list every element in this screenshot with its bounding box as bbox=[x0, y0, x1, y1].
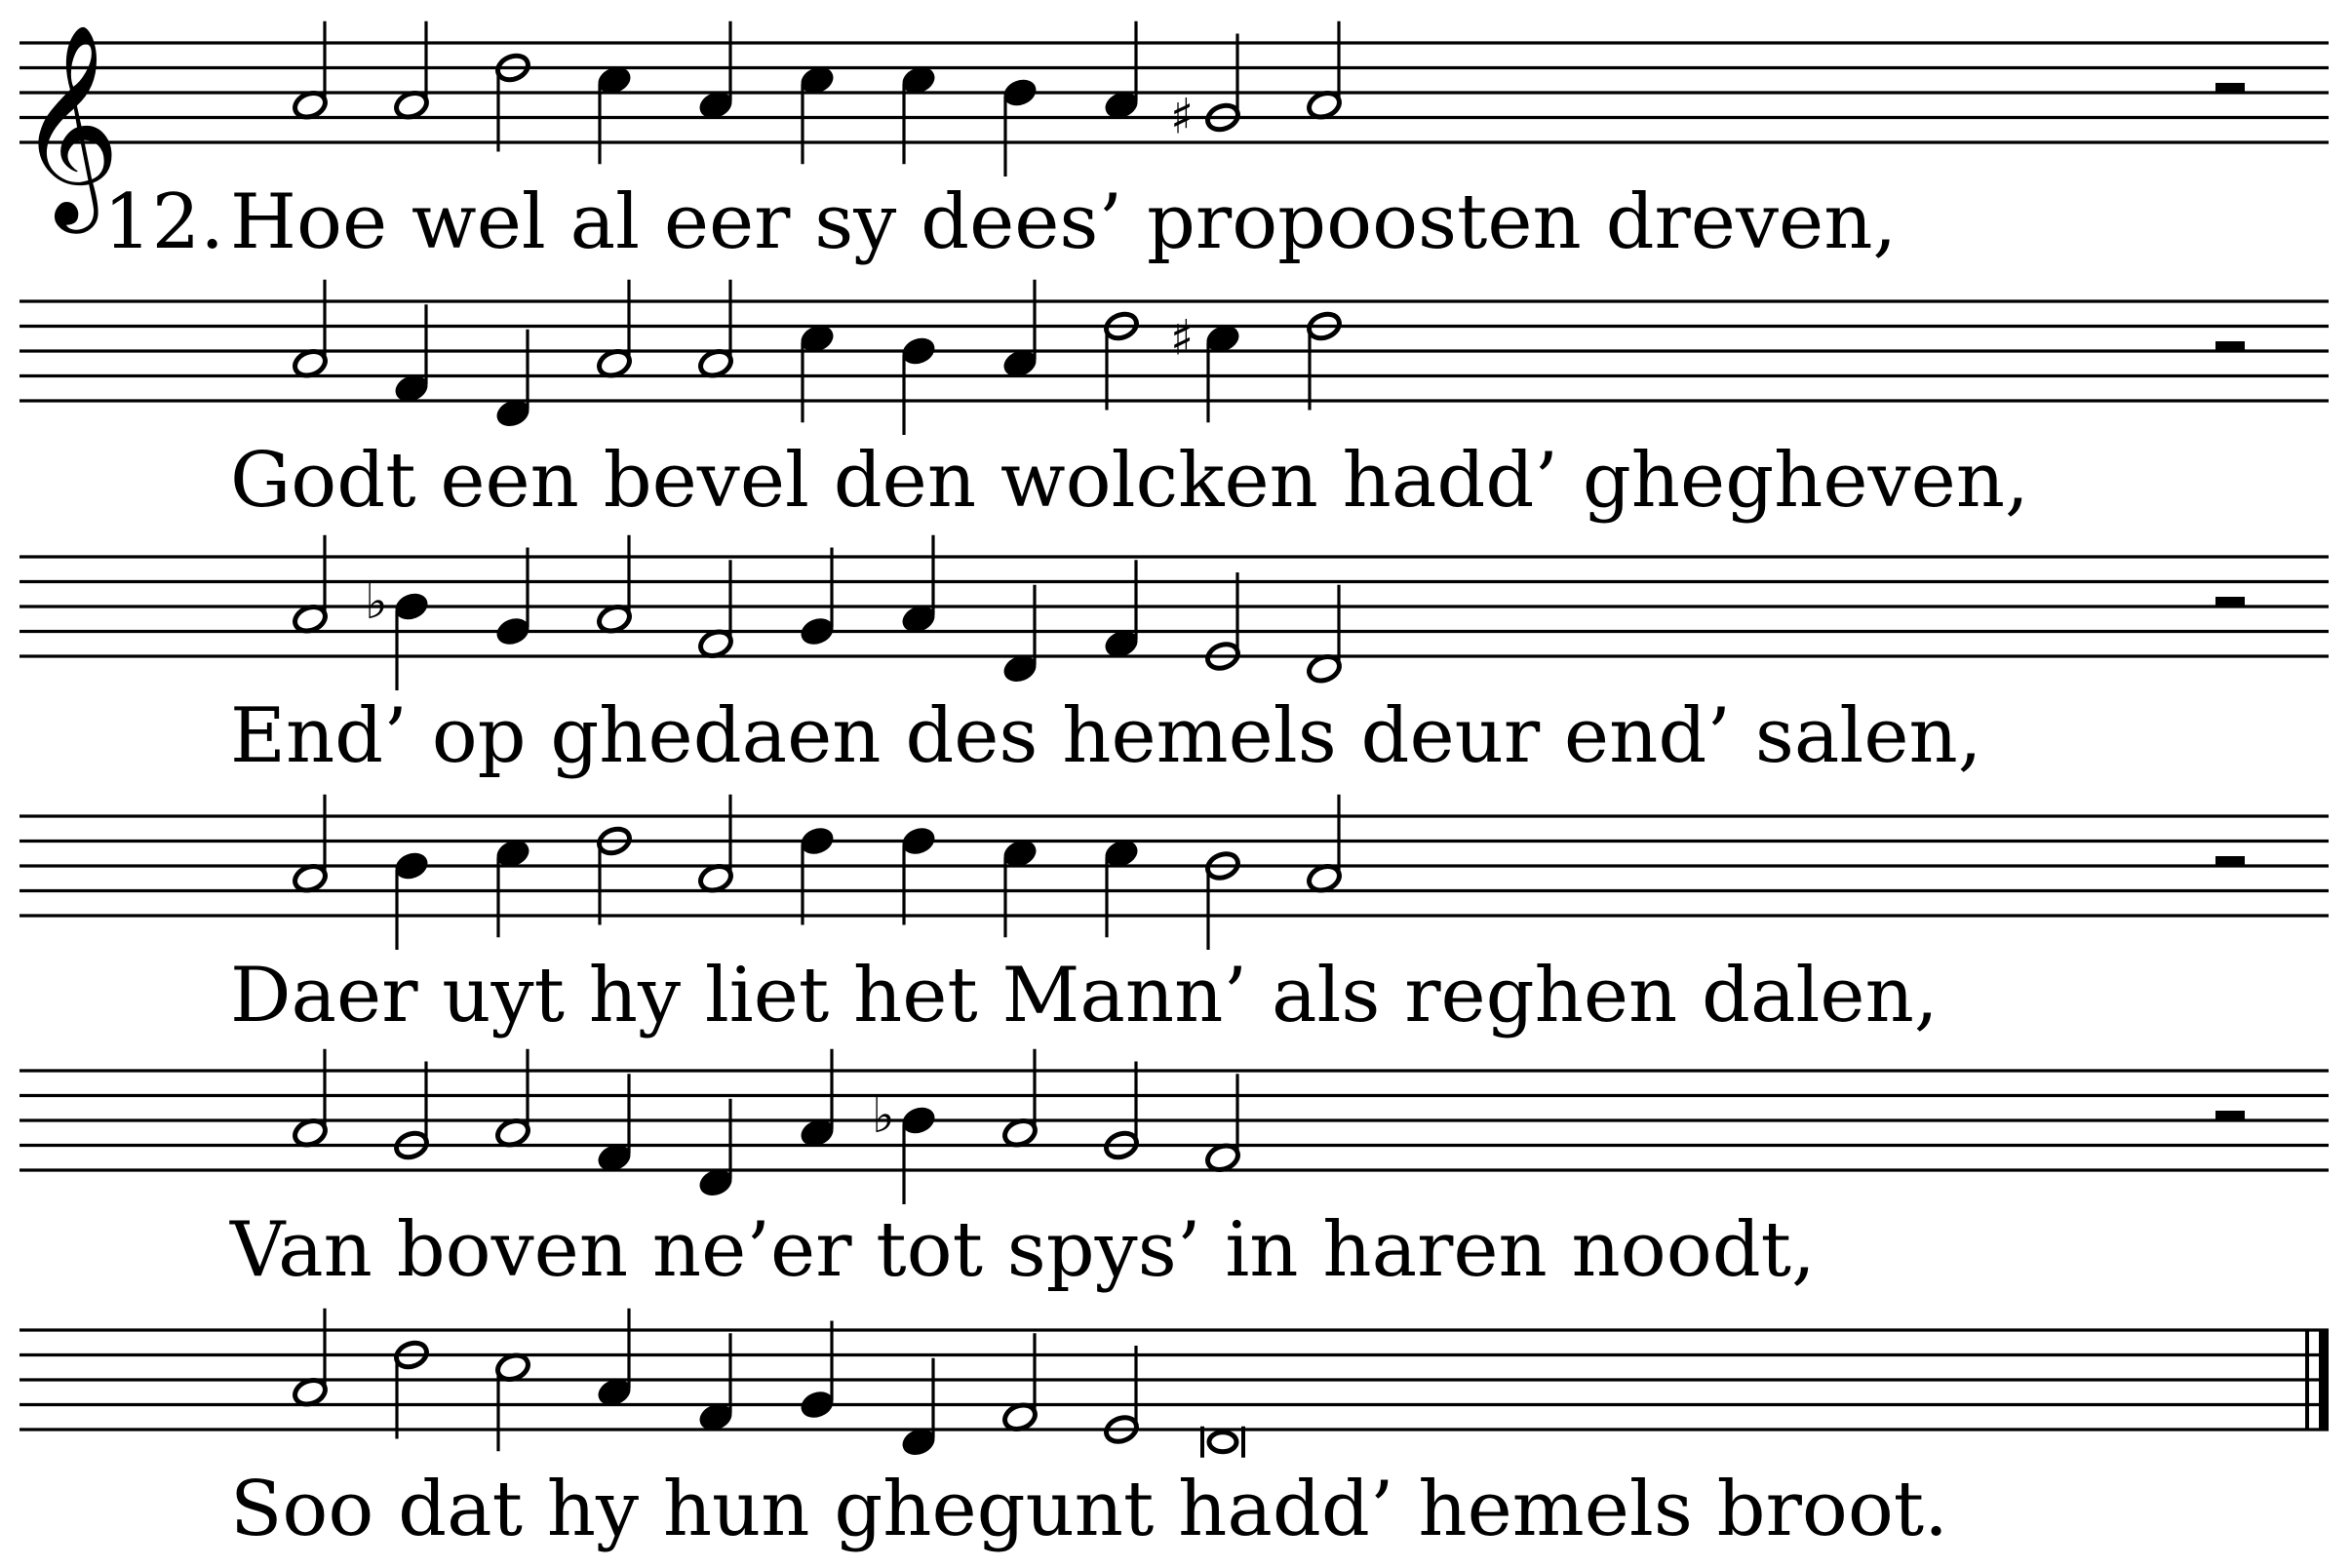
note-D4-quarter bbox=[494, 330, 531, 430]
sharp-icon: ♯ bbox=[1170, 88, 1195, 145]
note-A4-half bbox=[697, 280, 734, 380]
flat-icon: ♭ bbox=[872, 1087, 895, 1144]
final-barline-thin bbox=[2305, 1330, 2309, 1430]
note-B4-quarter bbox=[900, 334, 937, 435]
staff-system-5 bbox=[20, 1049, 2329, 1294]
staff-system-4 bbox=[20, 795, 2329, 1039]
note-F4-quarter bbox=[393, 304, 430, 405]
sharp-icon: ♯ bbox=[1170, 309, 1195, 367]
note-D4-quarter bbox=[697, 1099, 734, 1199]
note-A4-quarter bbox=[900, 535, 937, 636]
note-C5-quarter bbox=[494, 838, 531, 938]
half-rest-icon bbox=[2215, 856, 2245, 866]
note-C5-quarter bbox=[596, 64, 633, 165]
lyric-line-5: Van boven ne’er tot spys’ in haren noodt, bbox=[230, 1206, 1816, 1294]
note-B4-quarter bbox=[1001, 76, 1039, 176]
half-rest-icon bbox=[2215, 597, 2245, 607]
note-G4-quarter bbox=[799, 1321, 836, 1422]
lyric-line-2: Godt een bevel den wolcken hadd’ ghegheven, bbox=[230, 437, 2029, 525]
lyric-line-1: Hoe wel al eer sy dees’ propoosten dreven, bbox=[230, 178, 1898, 266]
staff-system-1 bbox=[18, 21, 2329, 266]
note-A4-half bbox=[1306, 21, 1343, 122]
note-C5-quarter bbox=[799, 64, 836, 165]
note-D5-quarter bbox=[900, 825, 937, 925]
note-B4-quarter bbox=[393, 849, 430, 950]
note-A4-half bbox=[292, 21, 329, 122]
note-A4-quarter bbox=[697, 21, 734, 122]
note-C5-quarter bbox=[1103, 838, 1140, 938]
note-D4-quarter bbox=[900, 1358, 937, 1459]
note-A4-quarter bbox=[1103, 21, 1140, 122]
lyric-line-4: Daer uyt hy liet het Mann’ als reghen dalen, bbox=[230, 952, 1939, 1039]
note-C5-quarter bbox=[799, 323, 836, 423]
note-F4-half bbox=[697, 560, 734, 660]
half-rest-icon bbox=[2215, 341, 2245, 351]
staff-system-3 bbox=[20, 535, 2329, 780]
note-G4-quarter bbox=[799, 548, 836, 648]
note-A4-quarter bbox=[1001, 280, 1039, 380]
note-A4-half bbox=[1306, 795, 1343, 895]
note-D5-quarter bbox=[799, 825, 836, 925]
lyric-line-6: Soo dat hy hun ghegunt hadd’ hemels broot. bbox=[230, 1466, 1948, 1553]
note-C5-quarter bbox=[1001, 838, 1039, 938]
final-barline-thick bbox=[2319, 1330, 2329, 1430]
note-F4-quarter bbox=[1103, 560, 1140, 660]
verse-number: 12. bbox=[103, 178, 225, 266]
note-A4-half bbox=[292, 280, 329, 380]
note-D4-half bbox=[1306, 585, 1343, 686]
note-D4-quarter bbox=[1001, 585, 1039, 686]
notehead bbox=[1209, 1432, 1236, 1452]
note-A4-half bbox=[494, 1049, 531, 1150]
treble-clef-icon: 𝄞 bbox=[18, 22, 121, 224]
flat-icon: ♭ bbox=[365, 573, 388, 630]
note-A4-quarter bbox=[596, 1309, 633, 1409]
lyric-line-3: End’ op ghedaen des hemels deur end’ salen, bbox=[230, 692, 1982, 780]
half-rest-icon bbox=[2215, 83, 2245, 93]
note-A4-half bbox=[292, 1309, 329, 1409]
note-A4-half bbox=[596, 535, 633, 636]
note-G4-half bbox=[1170, 34, 1241, 145]
note-A4-half bbox=[596, 280, 633, 380]
note-A4-half bbox=[393, 21, 430, 122]
half-rest-icon bbox=[2215, 1111, 2245, 1120]
note-F4-half bbox=[1001, 1333, 1039, 1433]
note-G4-quarter bbox=[494, 548, 531, 648]
note-F4-quarter bbox=[697, 1333, 734, 1433]
note-A4-half bbox=[697, 795, 734, 895]
note-A4-half bbox=[1001, 1049, 1039, 1150]
note-C5-half bbox=[494, 1352, 531, 1452]
note-C5-quarter bbox=[900, 64, 937, 165]
staff-system-6 bbox=[20, 1309, 2329, 1553]
note-A4-half bbox=[292, 535, 329, 636]
note-A4-half bbox=[292, 795, 329, 895]
staff-system-2 bbox=[20, 280, 2329, 525]
note-F4-quarter bbox=[596, 1074, 633, 1174]
note-A4-quarter bbox=[799, 1049, 836, 1150]
note-A4-half bbox=[292, 1049, 329, 1150]
note-F4-half bbox=[1204, 1074, 1241, 1174]
